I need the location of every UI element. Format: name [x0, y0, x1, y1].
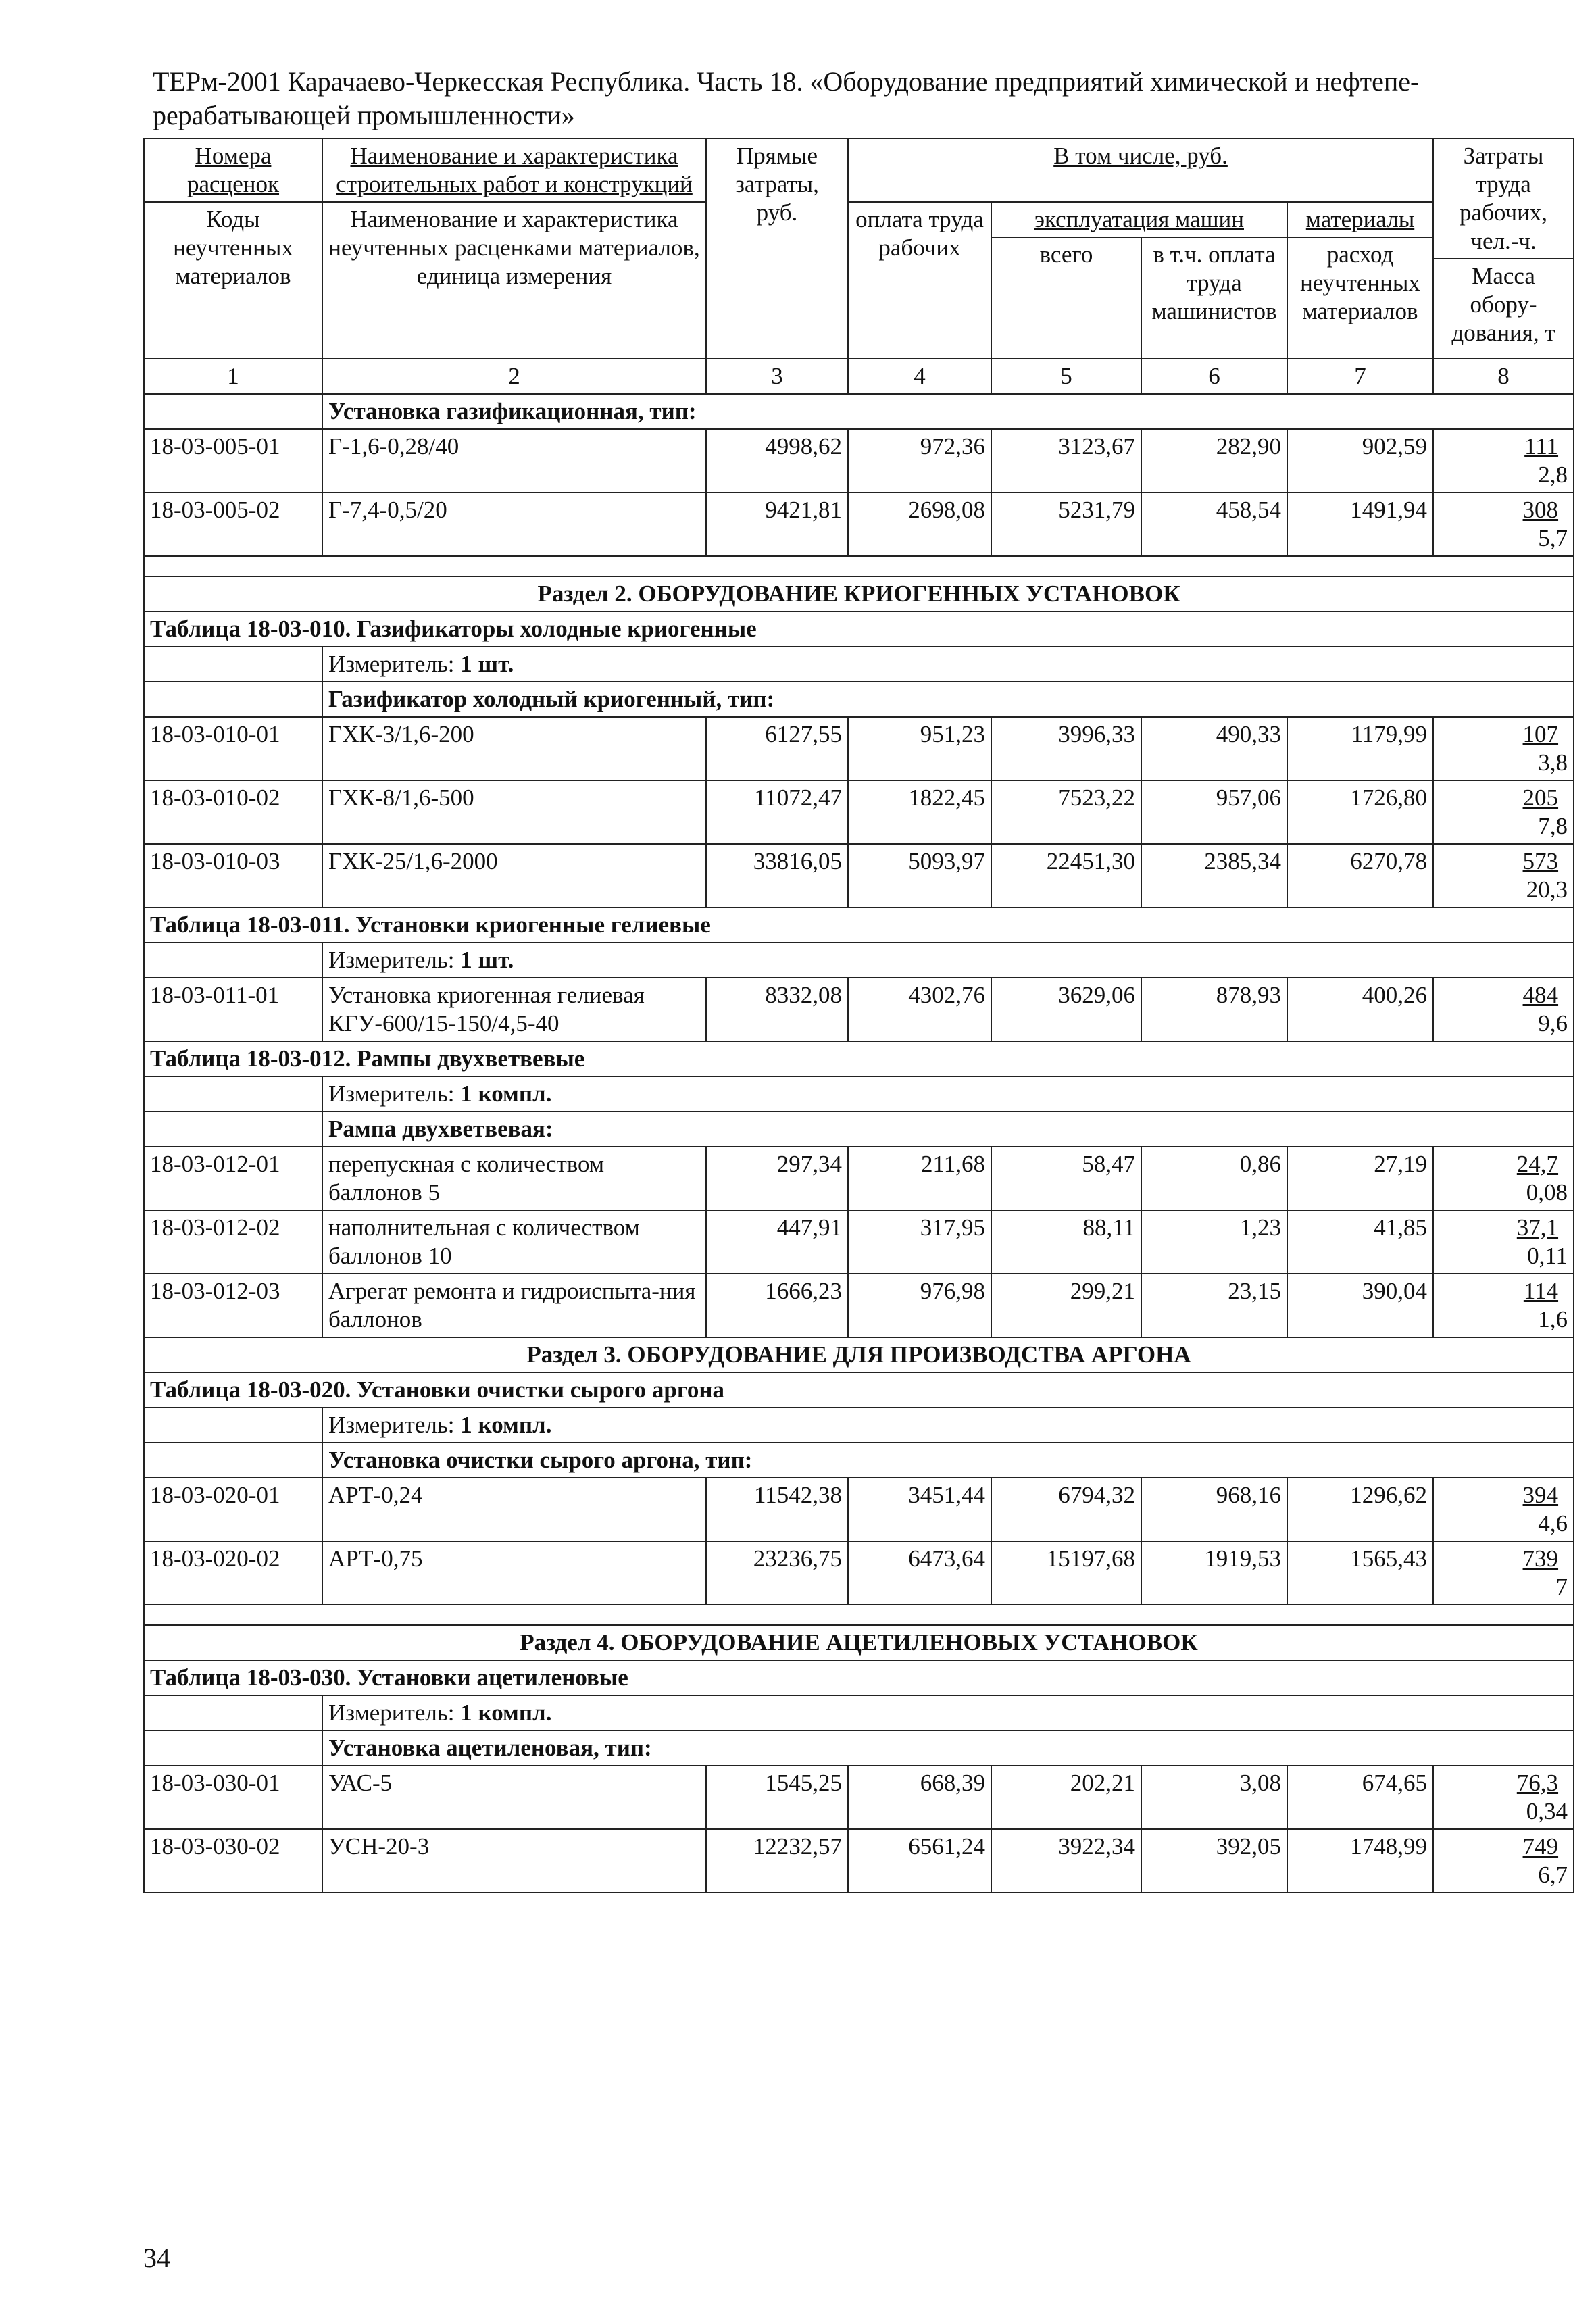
labor-cost: 317,95 — [848, 1210, 991, 1274]
equipment-mass: 7,8 — [1538, 813, 1568, 839]
section-title-row — [144, 1625, 1574, 1660]
unit-value: 1 шт. — [460, 947, 514, 973]
labor-hours: 739 — [1522, 1545, 1559, 1572]
col-operators-header: в т.ч. оплата труда машинистов — [1141, 237, 1287, 359]
rate-name: УАС-5 — [322, 1766, 706, 1829]
hours-mass-cell — [1433, 493, 1574, 556]
unit-spacer — [144, 1076, 322, 1112]
unit-label: Измеритель: — [328, 947, 455, 973]
group-heading: Установка газификационная, тип: — [322, 394, 1574, 429]
equipment-mass: 5,7 — [1538, 525, 1568, 551]
direct-cost: 1666,23 — [706, 1274, 848, 1337]
machines-cost: 3123,67 — [991, 429, 1141, 493]
rate-code: 18-03-030-01 — [144, 1766, 322, 1829]
page-number: 34 — [143, 2243, 170, 2273]
labor-cost: 4302,76 — [848, 978, 991, 1041]
unit-spacer — [144, 943, 322, 978]
rate-name: УСН-20-3 — [322, 1829, 706, 1893]
table-title: Таблица 18-03-011. Установки криогенные гелиевые — [144, 907, 1574, 943]
equipment-mass: 6,7 — [1538, 1862, 1568, 1888]
col-included-header: В том числе, руб. — [848, 139, 1433, 202]
materials-cost: 1296,62 — [1287, 1478, 1433, 1541]
direct-cost: 8332,08 — [706, 978, 848, 1041]
operators-cost: 0,86 — [1141, 1147, 1287, 1210]
col-index: 1 — [144, 359, 322, 394]
col-index: 7 — [1287, 359, 1433, 394]
labor-cost: 668,39 — [848, 1766, 991, 1829]
direct-cost: 9421,81 — [706, 493, 848, 556]
col-index: 3 — [706, 359, 848, 394]
unit-label: Измеритель: — [328, 1699, 455, 1726]
rate-code: 18-03-005-02 — [144, 493, 322, 556]
group-spacer — [144, 1112, 322, 1147]
rate-name: ГХК-8/1,6-500 — [322, 780, 706, 844]
col-unaccounted-name-header: Наименование и характеристика неучтенных расценками материалов, единица измерения — [322, 202, 706, 359]
hours-mass-cell — [1433, 1766, 1574, 1829]
group-heading: Газификатор холодный криогенный, тип: — [322, 682, 1574, 717]
labor-hours: 111 — [1524, 433, 1559, 459]
rate-code: 18-03-010-02 — [144, 780, 322, 844]
col-index: 8 — [1433, 359, 1574, 394]
rate-code: 18-03-012-02 — [144, 1210, 322, 1274]
rate-code: 18-03-010-03 — [144, 844, 322, 907]
labor-cost: 211,68 — [848, 1147, 991, 1210]
rate-name: наполнительная с количеством баллонов 10 — [322, 1210, 706, 1274]
spacer-row — [144, 1605, 1574, 1625]
machines-cost: 202,21 — [991, 1766, 1141, 1829]
col-codes-header: Номера расценок — [144, 139, 322, 202]
col-name-header: Наименование и характеристика строительных работ и конструкций — [322, 139, 706, 202]
unit-label: Измеритель: — [328, 651, 455, 677]
labor-cost: 951,23 — [848, 717, 991, 780]
header-row-top — [144, 139, 1574, 202]
group-heading: Установка ацетиленовая, тип: — [322, 1731, 1574, 1766]
column-index-row — [144, 359, 1574, 394]
rate-name: АРТ-0,24 — [322, 1478, 706, 1541]
machines-cost: 3629,06 — [991, 978, 1141, 1041]
labor-hours: 205 — [1522, 785, 1559, 811]
equipment-mass: 20,3 — [1526, 876, 1568, 903]
table-row — [144, 1829, 1574, 1893]
labor-hours: 76,3 — [1516, 1770, 1559, 1796]
equipment-mass: 0,11 — [1527, 1243, 1568, 1269]
machines-cost: 58,47 — [991, 1147, 1141, 1210]
rate-name: Г-7,4-0,5/20 — [322, 493, 706, 556]
rate-code: 18-03-005-01 — [144, 429, 322, 493]
equipment-mass: 4,6 — [1538, 1510, 1568, 1537]
col-mass-header: Масса обору-дования, т — [1451, 263, 1555, 346]
table-title-row — [144, 907, 1574, 943]
rate-code: 18-03-011-01 — [144, 978, 322, 1041]
col-materials-header: материалы — [1287, 202, 1433, 237]
unit-cell — [322, 647, 1574, 682]
materials-cost: 674,65 — [1287, 1766, 1433, 1829]
labor-cost: 976,98 — [848, 1274, 991, 1337]
machines-cost: 299,21 — [991, 1274, 1141, 1337]
col-hours-mass-header — [1433, 139, 1574, 359]
materials-cost: 1748,99 — [1287, 1829, 1433, 1893]
equipment-mass: 2,8 — [1538, 462, 1568, 488]
rates-table — [143, 138, 1574, 1893]
table-row — [144, 780, 1574, 844]
group-spacer — [144, 682, 322, 717]
machines-cost: 88,11 — [991, 1210, 1141, 1274]
labor-hours: 484 — [1522, 982, 1559, 1008]
machines-cost: 3922,34 — [991, 1829, 1141, 1893]
operators-cost: 1,23 — [1141, 1210, 1287, 1274]
labor-hours: 308 — [1522, 497, 1559, 523]
table-row — [144, 1274, 1574, 1337]
operators-cost: 392,05 — [1141, 1829, 1287, 1893]
operators-cost: 968,16 — [1141, 1478, 1287, 1541]
spacer-row — [144, 556, 1574, 576]
rate-code: 18-03-012-01 — [144, 1147, 322, 1210]
section-title: Раздел 4. ОБОРУДОВАНИЕ АЦЕТИЛЕНОВЫХ УСТАНОВОК — [144, 1625, 1574, 1660]
table-row — [144, 493, 1574, 556]
labor-cost: 972,36 — [848, 429, 991, 493]
table-title: Таблица 18-03-012. Рампы двухветвевые — [144, 1041, 1574, 1076]
col-hours-header: Затраты труда рабочих, чел.-ч. — [1434, 139, 1573, 259]
direct-cost: 6127,55 — [706, 717, 848, 780]
operators-cost: 282,90 — [1141, 429, 1287, 493]
table-row — [144, 1210, 1574, 1274]
materials-cost: 390,04 — [1287, 1274, 1433, 1337]
group-heading-row — [144, 1443, 1574, 1478]
group-heading-row — [144, 1731, 1574, 1766]
table-title-row — [144, 1660, 1574, 1695]
col-machines-header: эксплуатация машин — [991, 202, 1287, 237]
hours-mass-cell — [1433, 978, 1574, 1041]
rate-name: Установка криогенная гелиевая КГУ-600/15-150/4,5-40 — [322, 978, 706, 1041]
operators-cost: 878,93 — [1141, 978, 1287, 1041]
section-title-row — [144, 1337, 1574, 1372]
equipment-mass: 0,08 — [1526, 1179, 1568, 1205]
equipment-mass: 9,6 — [1538, 1010, 1568, 1037]
hours-mass-cell — [1433, 1829, 1574, 1893]
labor-cost: 3451,44 — [848, 1478, 991, 1541]
labor-hours: 573 — [1522, 848, 1559, 874]
table-row — [144, 1147, 1574, 1210]
unit-spacer — [144, 1695, 322, 1731]
table-title-row — [144, 1372, 1574, 1408]
labor-hours: 114 — [1523, 1278, 1559, 1304]
unit-cell — [322, 1076, 1574, 1112]
machines-cost: 3996,33 — [991, 717, 1141, 780]
machines-cost: 15197,68 — [991, 1541, 1141, 1605]
unit-spacer — [144, 1408, 322, 1443]
hours-mass-cell — [1433, 429, 1574, 493]
machines-cost: 5231,79 — [991, 493, 1141, 556]
col-labor-header: оплата труда рабочих — [848, 202, 991, 359]
unit-row — [144, 1076, 1574, 1112]
col-index: 4 — [848, 359, 991, 394]
rate-name: Г-1,6-0,28/40 — [322, 429, 706, 493]
hours-mass-cell — [1433, 1210, 1574, 1274]
unit-row — [144, 1408, 1574, 1443]
col-direct-header: Прямые затраты, руб. — [706, 139, 848, 359]
table-row — [144, 1478, 1574, 1541]
rate-code: 18-03-020-02 — [144, 1541, 322, 1605]
direct-cost: 11072,47 — [706, 780, 848, 844]
header-row-mid — [144, 202, 1574, 237]
equipment-mass: 3,8 — [1538, 749, 1568, 776]
operators-cost: 3,08 — [1141, 1766, 1287, 1829]
unit-spacer — [144, 647, 322, 682]
rate-code: 18-03-010-01 — [144, 717, 322, 780]
col-index: 2 — [322, 359, 706, 394]
table-title-row — [144, 1041, 1574, 1076]
group-spacer — [144, 1731, 322, 1766]
col-unaccounted-codes-header: Коды неучтенных материалов — [144, 202, 322, 359]
equipment-mass: 0,34 — [1526, 1798, 1568, 1824]
direct-cost: 1545,25 — [706, 1766, 848, 1829]
direct-cost: 33816,05 — [706, 844, 848, 907]
section-title: Раздел 2. ОБОРУДОВАНИЕ КРИОГЕННЫХ УСТАНОВОК — [144, 576, 1574, 612]
labor-hours: 749 — [1522, 1833, 1559, 1860]
materials-cost: 41,85 — [1287, 1210, 1433, 1274]
table-row — [144, 1766, 1574, 1829]
col-index: 5 — [991, 359, 1141, 394]
direct-cost: 12232,57 — [706, 1829, 848, 1893]
materials-cost: 902,59 — [1287, 429, 1433, 493]
materials-cost: 1491,94 — [1287, 493, 1433, 556]
materials-cost: 6270,78 — [1287, 844, 1433, 907]
table-title-row — [144, 612, 1574, 647]
rate-name: Агрегат ремонта и гидроиспыта-ния баллонов — [322, 1274, 706, 1337]
materials-cost: 1179,99 — [1287, 717, 1433, 780]
unit-row — [144, 943, 1574, 978]
unit-value: 1 компл. — [460, 1080, 552, 1107]
unit-value: 1 шт. — [460, 651, 514, 677]
unit-cell — [322, 1408, 1574, 1443]
hours-mass-cell — [1433, 1541, 1574, 1605]
labor-cost: 6561,24 — [848, 1829, 991, 1893]
rate-name: перепускная с количеством баллонов 5 — [322, 1147, 706, 1210]
labor-cost: 2698,08 — [848, 493, 991, 556]
rate-name: АРТ-0,75 — [322, 1541, 706, 1605]
unit-row — [144, 647, 1574, 682]
direct-cost: 297,34 — [706, 1147, 848, 1210]
machines-cost: 6794,32 — [991, 1478, 1141, 1541]
operators-cost: 23,15 — [1141, 1274, 1287, 1337]
labor-hours: 24,7 — [1516, 1151, 1559, 1177]
direct-cost: 4998,62 — [706, 429, 848, 493]
section-title-row — [144, 576, 1574, 612]
table-title: Таблица 18-03-010. Газификаторы холодные криогенные — [144, 612, 1574, 647]
table-row — [144, 844, 1574, 907]
operators-cost: 957,06 — [1141, 780, 1287, 844]
group-spacer — [144, 1443, 322, 1478]
operators-cost: 490,33 — [1141, 717, 1287, 780]
operators-cost: 1919,53 — [1141, 1541, 1287, 1605]
unit-value: 1 компл. — [460, 1412, 552, 1438]
materials-cost: 27,19 — [1287, 1147, 1433, 1210]
unit-label: Измеритель: — [328, 1080, 455, 1107]
hours-mass-cell — [1433, 1478, 1574, 1541]
group-heading-row — [144, 394, 1574, 429]
spacer — [144, 556, 1574, 576]
group-heading: Установка очистки сырого аргона, тип: — [322, 1443, 1574, 1478]
machines-cost: 7523,22 — [991, 780, 1141, 844]
rate-code: 18-03-012-03 — [144, 1274, 322, 1337]
materials-cost: 1565,43 — [1287, 1541, 1433, 1605]
unit-cell — [322, 943, 1574, 978]
direct-cost: 447,91 — [706, 1210, 848, 1274]
unit-row — [144, 1695, 1574, 1731]
table-title: Таблица 18-03-020. Установки очистки сырого аргона — [144, 1372, 1574, 1408]
rate-name: ГХК-25/1,6-2000 — [322, 844, 706, 907]
table-row — [144, 429, 1574, 493]
spacer — [144, 1605, 1574, 1625]
direct-cost: 11542,38 — [706, 1478, 848, 1541]
operators-cost: 458,54 — [1141, 493, 1287, 556]
labor-cost: 6473,64 — [848, 1541, 991, 1605]
page-header: ТЕРм-2001 Карачаево-Черкесская Республика. Часть 18. «Оборудование предприятий химической и нефтепе-рерабатывающей промышленности» — [153, 66, 1420, 130]
hours-mass-cell — [1433, 1147, 1574, 1210]
group-heading-row — [144, 1112, 1574, 1147]
unit-value: 1 компл. — [460, 1699, 552, 1726]
labor-cost: 5093,97 — [848, 844, 991, 907]
group-spacer — [144, 394, 322, 429]
labor-cost: 1822,45 — [848, 780, 991, 844]
col-machines-total-header: всего — [991, 237, 1141, 359]
direct-cost: 23236,75 — [706, 1541, 848, 1605]
labor-hours: 107 — [1522, 721, 1559, 747]
table-title: Таблица 18-03-030. Установки ацетиленовые — [144, 1660, 1574, 1695]
group-heading: Рампа двухветвевая: — [322, 1112, 1574, 1147]
section-title: Раздел 3. ОБОРУДОВАНИЕ ДЛЯ ПРОИЗВОДСТВА АРГОНА — [144, 1337, 1574, 1372]
equipment-mass: 1,6 — [1538, 1306, 1568, 1333]
rate-name: ГХК-3/1,6-200 — [322, 717, 706, 780]
unit-label: Измеритель: — [328, 1412, 455, 1438]
labor-hours: 37,1 — [1516, 1214, 1559, 1241]
group-heading-row — [144, 682, 1574, 717]
table-row — [144, 717, 1574, 780]
unit-cell — [322, 1695, 1574, 1731]
table-row — [144, 978, 1574, 1041]
materials-cost: 1726,80 — [1287, 780, 1433, 844]
materials-cost: 400,26 — [1287, 978, 1433, 1041]
table-row — [144, 1541, 1574, 1605]
hours-mass-cell — [1433, 717, 1574, 780]
col-material-use-header: расход неучтенных материалов — [1287, 237, 1433, 359]
col-index: 6 — [1141, 359, 1287, 394]
labor-hours: 394 — [1522, 1482, 1559, 1508]
hours-mass-cell — [1433, 780, 1574, 844]
hours-mass-cell — [1433, 844, 1574, 907]
rate-code: 18-03-030-02 — [144, 1829, 322, 1893]
rate-code: 18-03-020-01 — [144, 1478, 322, 1541]
equipment-mass: 7 — [1555, 1574, 1568, 1600]
operators-cost: 2385,34 — [1141, 844, 1287, 907]
machines-cost: 22451,30 — [991, 844, 1141, 907]
hours-mass-cell — [1433, 1274, 1574, 1337]
